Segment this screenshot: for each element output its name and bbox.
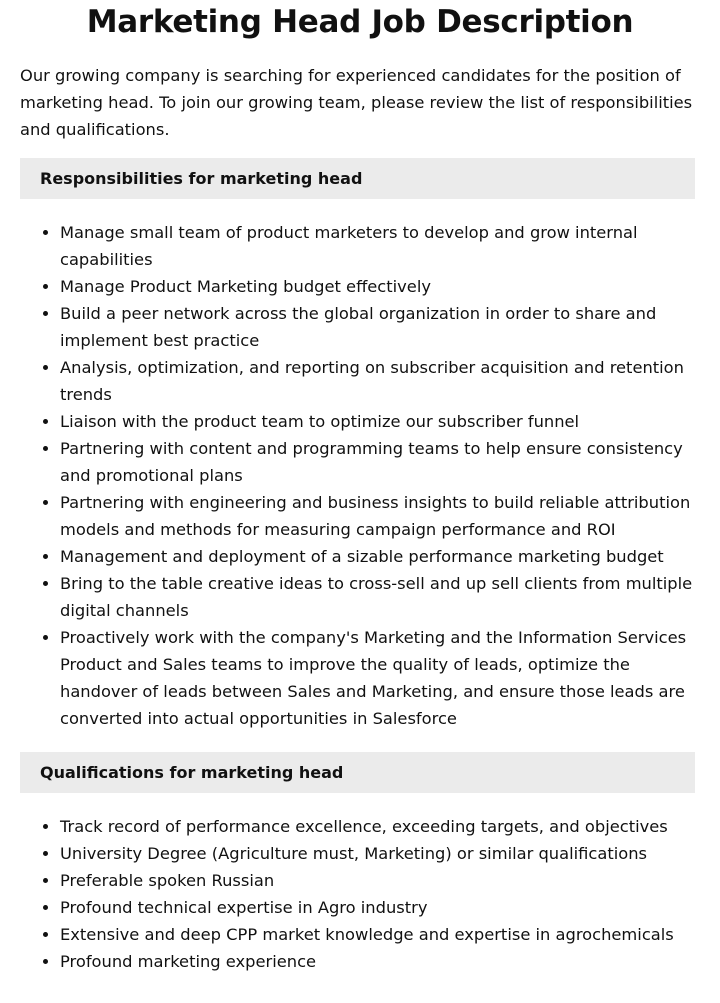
list-item: • Bring to the table creative ideas to cross-sell and up sell clients from multiple digital channels — [60, 570, 700, 624]
list-item: • Extensive and deep CPP market knowledge and expertise in agrochemicals — [60, 921, 700, 948]
responsibilities-heading: Responsibilities for marketing head — [20, 158, 695, 199]
list-item: • Profound technical expertise in Agro industry — [60, 894, 700, 921]
list-item: • Liaison with the product team to optimize our subscriber funnel — [60, 408, 700, 435]
list-item: • Partnering with content and programming teams to help ensure consistency and promotional plans — [60, 435, 700, 489]
responsibilities-list — [0, 219, 700, 732]
intro-paragraph: Our growing company is searching for experienced candidates for the position of marketing head. To join our growing team, please review the list of responsibilities and qualifications. — [20, 66, 693, 139]
qualifications-heading: Qualifications for marketing head — [20, 752, 695, 793]
list-item: • Proactively work with the company's Marketing and the Information Services Product and Sales teams to improve the quality of leads, optimize the handover of leads between Sales and Marketing, and ensure those leads are converted into actual opportunities in Salesforce — [60, 624, 700, 732]
list-item: • Manage Product Marketing budget effectively — [60, 273, 700, 300]
list-item: • Build a peer network across the global organization in order to share and implement best practice — [60, 300, 700, 354]
list-item: • Track record of performance excellence, exceeding targets, and objectives — [60, 813, 700, 840]
list-item: • University Degree (Agriculture must, Marketing) or similar qualifications — [60, 840, 700, 867]
page-title: Marketing Head Job Description — [86, 4, 634, 40]
list-item: • Management and deployment of a sizable performance marketing budget — [60, 543, 700, 570]
list-item: • Profound marketing experience — [60, 948, 700, 975]
list-item: • Preferable spoken Russian — [60, 867, 700, 894]
list-item: • Manage small team of product marketers to develop and grow internal capabilities — [60, 219, 700, 273]
qualifications-list — [0, 813, 700, 975]
list-item: • Analysis, optimization, and reporting on subscriber acquisition and retention trends — [60, 354, 700, 408]
list-item: • Partnering with engineering and business insights to build reliable attribution models and methods for measuring campaign performance and ROI — [60, 489, 700, 543]
